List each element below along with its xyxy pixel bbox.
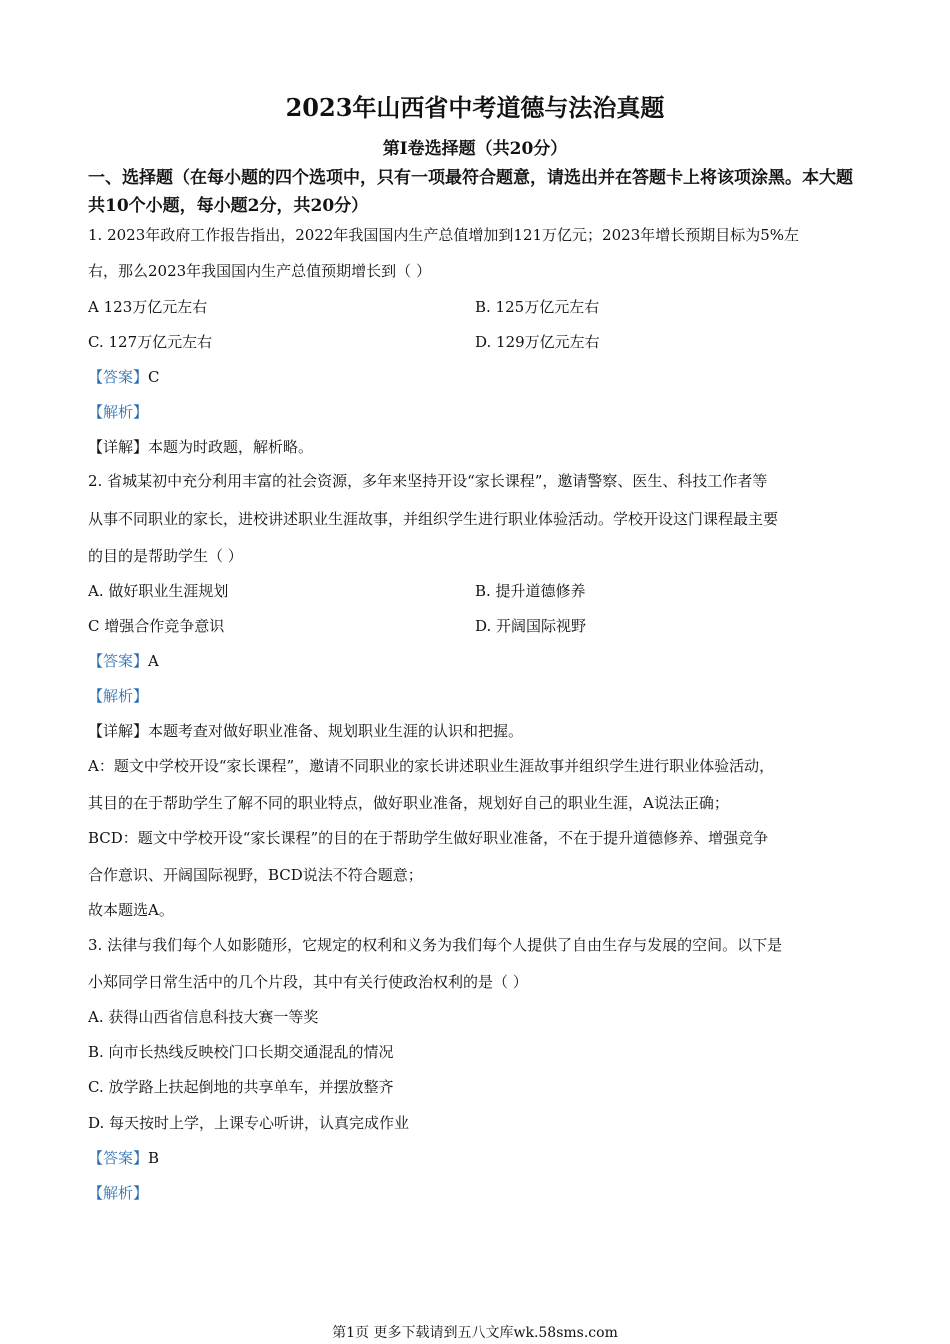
answer-label: 【答案】	[88, 368, 149, 386]
q1-stem-line-1: 1. 2023年政府工作报告指出，2022年我国国内生产总值增加到121万亿元；2023年增长预期目标为5%左	[88, 226, 800, 244]
q3-option-b: B. 向市长热线反映校门口长期交通混乱的情况	[88, 1043, 394, 1061]
q2-stem-line-1: 2. 省城某初中充分利用丰富的社会资源，多年来坚持开设“家长课程”，邀请警察、医生、科技工作者等	[88, 472, 768, 490]
q2-answer-value: A	[148, 652, 159, 670]
page-title: 2023年山西省中考道德与法治真题	[285, 93, 665, 122]
q2-stem-line-2: 从事不同职业的家长，进校讲述职业生涯故事，并组织学生进行职业体验活动。学校开设这门课程最主要	[88, 510, 779, 528]
q2-explanation-line-2: 其目的在于帮助学生了解不同的职业特点，做好职业准备，规划好自己的职业生涯，A说法正确；	[88, 794, 729, 812]
q1-detail-text: 本题为时政题，解析略。	[148, 438, 314, 456]
q3-analysis	[88, 1183, 148, 1203]
q1-answer-value: C	[148, 368, 160, 386]
q1-analysis	[88, 402, 148, 422]
q1-stem-line-2: 右，那么2023年我国国内生产总值预期增长到（ ）	[88, 262, 431, 280]
page-footer: 第1页 更多下载请到五八文库wk.58sms.com	[332, 1325, 618, 1341]
q2-option-c: C 增强合作竞争意识	[88, 617, 225, 635]
analysis-label: 【解析】	[88, 1184, 149, 1202]
answer-label: 【答案】	[88, 652, 149, 670]
q3-option-d: D. 每天按时上学，上课专心听讲，认真完成作业	[88, 1114, 410, 1132]
q2-option-a: A. 做好职业生涯规划	[88, 582, 229, 600]
q3-stem-line-1: 3. 法律与我们每个人如影随形，它规定的权利和义务为我们每个人提供了自由生存与发展的空间。以下是	[88, 936, 783, 954]
q1-option-a: A 123万亿元左右	[88, 298, 208, 316]
detail-label: 【详解】	[88, 722, 149, 740]
q1-answer	[88, 367, 160, 387]
q2-detail-text: 本题考查对做好职业准备、规划职业生涯的认识和把握。	[148, 722, 524, 740]
analysis-label: 【解析】	[88, 403, 149, 421]
q3-stem-line-2: 小郑同学日常生活中的几个片段，其中有关行使政治权利的是（ ）	[88, 973, 528, 991]
analysis-label: 【解析】	[88, 687, 149, 705]
q2-answer	[88, 651, 159, 671]
answer-label: 【答案】	[88, 1149, 149, 1167]
q3-option-c: C. 放学路上扶起倒地的共享单车，并摆放整齐	[88, 1078, 394, 1096]
detail-label: 【详解】	[88, 438, 149, 456]
q2-option-b: B. 提升道德修养	[475, 582, 586, 600]
q1-option-b: B. 125万亿元左右	[475, 298, 600, 316]
q1-detail	[88, 437, 313, 457]
q2-explanation-line-5: 故本题选A。	[88, 901, 174, 919]
q3-answer-value: B	[148, 1149, 160, 1167]
q2-stem-line-3: 的目的是帮助学生（ ）	[88, 547, 243, 565]
q1-option-d: D. 129万亿元左右	[475, 333, 600, 351]
page-subtitle: 第Ⅰ卷选择题（共20分）	[382, 139, 568, 159]
q2-analysis	[88, 686, 148, 706]
q2-explanation-line-1: A：题文中学校开设“家长课程”，邀请不同职业的家长讲述职业生涯故事并组织学生进行职业体验活动，	[88, 757, 775, 775]
q2-explanation-line-4: 合作意识、开阔国际视野，BCD说法不符合题意；	[88, 866, 423, 884]
q2-detail	[88, 721, 523, 741]
q3-answer	[88, 1148, 159, 1168]
q3-option-a: A. 获得山西省信息科技大赛一等奖	[88, 1008, 319, 1026]
section-heading: 一、选择题（在每小题的四个选项中，只有一项最符合题意，请选出并在答题卡上将该项涂黑。本大题共10个小题，每小题2分，共20分）	[88, 168, 853, 216]
q1-option-c: C. 127万亿元左右	[88, 333, 213, 351]
q2-option-d: D. 开阔国际视野	[475, 617, 587, 635]
q2-explanation-line-3: BCD：题文中学校开设“家长课程”的目的在于帮助学生做好职业准备，不在于提升道德修养、增强竞争	[88, 829, 769, 847]
